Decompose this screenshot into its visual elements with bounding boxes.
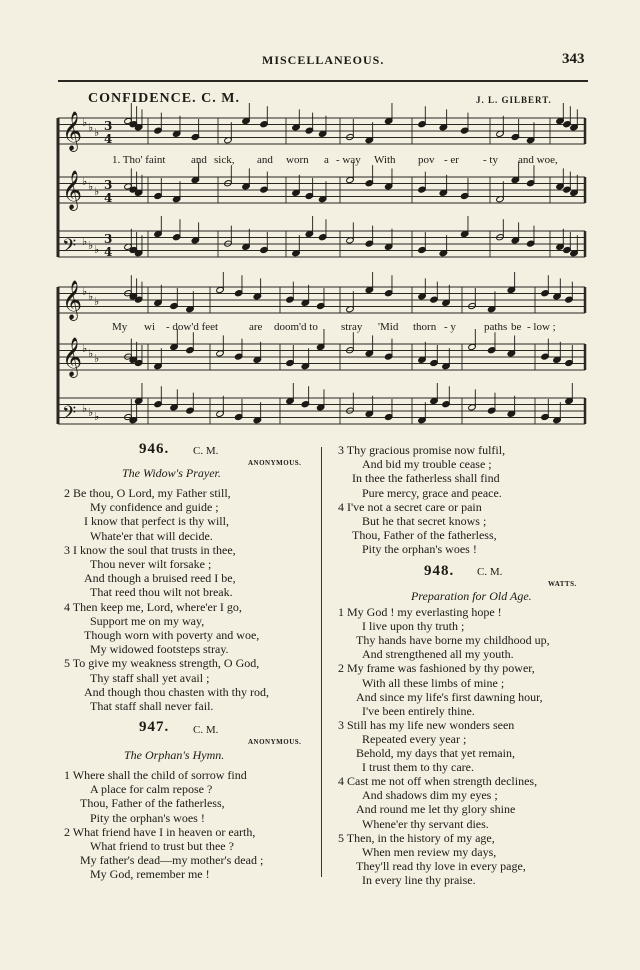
treble-clef-icon: 𝄞 [62,280,83,320]
verse-line: Thou, Father of the fatherless, [352,528,497,543]
flat-icon: ♭ [88,347,94,360]
verse-line: And shadows dim my eyes ; [362,788,498,803]
verse-line: I know that perfect is thy will, [84,514,229,529]
verse-line: Pity the orphan's woes ! [90,810,205,825]
verse-line: My father's dead—my mother's dead ; [80,853,264,868]
verse-line: 3 Thy gracious promise now fulfil, [338,443,506,457]
time-signature: 3 [104,178,113,192]
verse-line: 2 Be thou, O Lord, my Father still, [64,486,231,500]
lyric-syllable: 'Mid [378,321,399,333]
verse-line: 3 I know the soul that trusts in thee, [64,542,236,557]
verse-line: My confidence and guide ; [90,500,219,515]
verse-line: And bid my trouble cease ; [362,457,492,472]
lyric-syllable: and woe, [518,154,558,166]
verse-line: 3 Still has my life new wonders seen [338,717,515,732]
flat-icon: ♭ [82,175,88,188]
verse-line: I've been entirely thine. [362,703,475,718]
lyric-syllable: With [374,154,396,166]
verse-line: My God, remember me ! [90,867,210,882]
tune-composer: J. L. GILBERT. [476,95,552,105]
lyric-syllable: - low ; [527,321,556,333]
lyric-syllable: stray [341,321,363,333]
verse-line: 4 Then keep me, Lord, where'er I go, [64,599,242,614]
lyric-syllable: pov [418,154,435,166]
lyric-syllable: wi [144,321,155,333]
verse-line: I trust them to thy care. [362,760,474,775]
hymn-title-946: The Widow's Prayer. [122,466,221,480]
verse-line: Thou never wilt forsake ; [90,557,212,571]
verse-line: Though worn with poverty and woe, [84,628,260,642]
verse-line: In thee the fatherless shall find [352,471,500,486]
verse-line: And round me let thy glory shine [356,802,516,817]
time-signature: 4 [104,245,113,259]
bass-clef-icon: 𝄢 [62,403,77,428]
verse-line: Support me on my way, [90,613,205,628]
lyric-syllable: - ty [483,154,498,166]
bass-clef-icon: 𝄢 [62,236,77,261]
hymn-author-947: ANONYMOUS. [248,738,302,746]
hymn-author-946: ANONYMOUS. [248,459,302,467]
hymn-author-948: WATTS. [548,580,577,588]
hymn-meter-948: C. M. [477,566,503,578]
lyric-syllable: - er [444,154,459,166]
verse-line: 5 To give my weakness strength, O God, [64,656,260,671]
hymn-number-948: 948. [424,563,455,579]
music-score [0,0,640,440]
verse-line: And though thou chasten with thy rod, [84,684,269,699]
lyric-syllable: worn [286,154,309,166]
hymn-title-947: The Orphan's Hymn. [124,748,225,762]
verse-line: 4 Cast me not off when strength declines, [338,774,538,789]
verse-line: I live upon thy truth ; [362,619,465,634]
flat-icon: ♭ [94,352,100,365]
lyric-syllable: and [191,154,207,166]
flat-icon: ♭ [88,180,94,193]
lyric-syllable: sick, [214,154,235,166]
hymn-number-946: 946. [139,441,170,457]
verse-line: Thou, Father of the fatherless, [80,796,225,811]
verse-line: Pity the orphan's woes ! [362,542,477,557]
time-signature: 4 [104,191,113,205]
verse-line: And though a bruised reed I be, [84,571,236,586]
lyric-syllable: - way [336,154,361,166]
lyric-syllable: My [112,321,128,333]
lyric-syllable: be [511,321,522,333]
flat-icon: ♭ [94,185,100,198]
verse-line: Pure mercy, grace and peace. [362,485,502,500]
verse-line: Repeated every year ; [362,731,467,746]
flat-icon: ♭ [82,116,88,129]
flat-icon: ♭ [82,342,88,355]
lyric-syllable: 1. Tho' faint [112,154,166,166]
verse-line: And since my life's first dawning hour, [356,689,543,704]
page-number: 343 [562,51,585,67]
lyric-syllable: are [249,321,263,333]
hymn-meter-947: C. M. [193,724,219,736]
hymn-number-947: 947. [139,719,170,735]
flat-icon: ♭ [88,121,94,134]
hymn-meter-946: C. M. [193,445,219,457]
verse-line: That reed thou wilt not break. [90,585,233,600]
tune-title: CONFIDENCE. C. M. [88,91,240,106]
lyric-syllable: - y [444,321,456,333]
flat-icon: ♭ [82,402,88,415]
lyric-syllable: and [257,154,273,166]
verse-line: They'll read thy love in every page, [356,858,526,873]
hymn-title-948: Preparation for Old Age. [411,589,532,603]
time-signature: 4 [104,132,113,146]
lyric-syllable: a [324,154,329,166]
time-signature: 3 [104,232,113,246]
verse-line: Whene'er thy servant dies. [362,816,489,831]
verse-line: 2 What friend have I in heaven or earth, [64,824,256,839]
treble-clef-icon: 𝄞 [62,337,83,377]
verse-line: Behold, my days that yet remain, [356,746,515,760]
column-divider [321,447,322,877]
verse-line: Thy hands have borne my childhood up, [356,633,550,648]
lyric-syllable: paths [484,321,508,333]
flat-icon: ♭ [94,295,100,308]
treble-clef-icon: 𝄞 [62,170,83,210]
lyric-syllable: doom'd to [274,321,318,333]
lyric-syllable: thorn [413,321,437,333]
verse-line: Whate'er that will decide. [90,528,213,543]
verse-line: Thy staff shall yet avail ; [90,670,210,685]
verse-line: A place for calm repose ? [90,782,213,797]
running-title: MISCELLANEOUS. [262,53,385,67]
verse-line: When men review my days, [362,844,497,859]
flat-icon: ♭ [82,285,88,298]
verse-line: 2 My frame was fashioned by thy power, [338,661,535,676]
flat-icon: ♭ [88,406,94,419]
verse-line: 1 My God ! my everlasting hope ! [338,605,502,619]
time-signature: 3 [104,119,113,133]
lyric-syllable: - dow'd feet [166,321,219,333]
verse-line: With all these limbs of mine ; [362,675,505,690]
flat-icon: ♭ [94,126,100,139]
flat-icon: ♭ [88,290,94,303]
verse-line: 4 I've not a secret care or pain [338,499,482,514]
verse-line: And strengthened all my youth. [362,647,514,662]
verse-line: 5 Then, in the history of my age, [338,830,495,845]
flat-icon: ♭ [82,235,88,248]
verse-line: 1 Where shall the child of sorrow find [64,768,247,782]
verse-line: That staff shall never fail. [90,699,214,713]
verse-line: My widowed footsteps stray. [90,642,229,657]
verse-line: What friend to trust but thee ? [90,839,234,853]
verse-line: In every line thy praise. [362,872,476,887]
flat-icon: ♭ [94,243,100,256]
flat-icon: ♭ [94,410,100,423]
flat-icon: ♭ [88,239,94,252]
treble-clef-icon: 𝄞 [62,111,83,151]
verse-line: But he that secret knows ; [362,514,487,528]
